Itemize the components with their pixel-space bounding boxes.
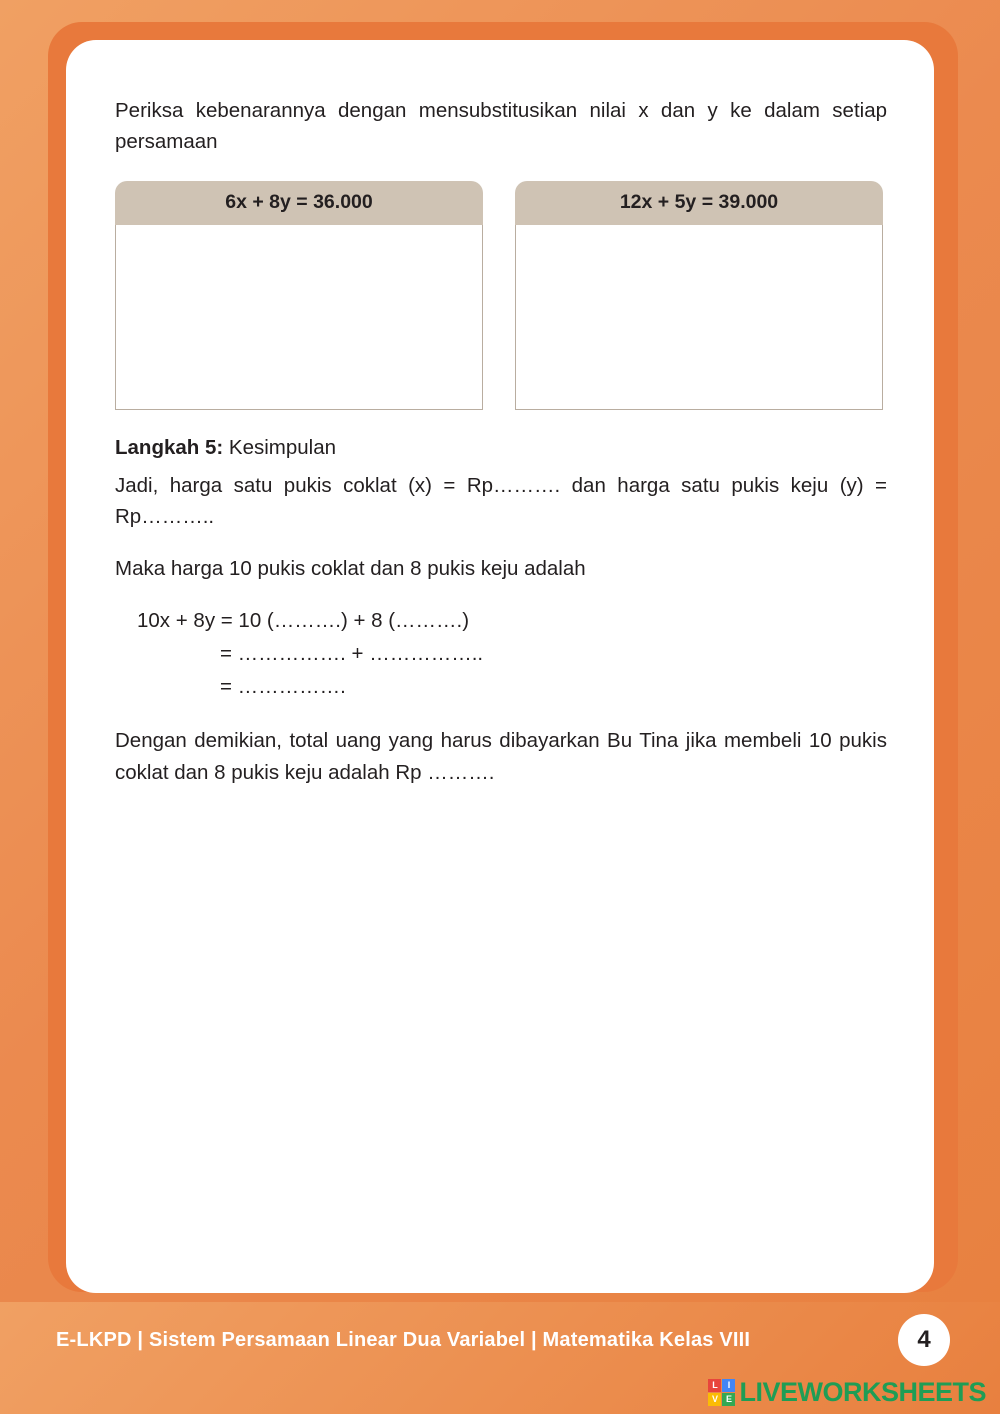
calc-line-1: 10x + 8y = 10 (……….) + 8 (……….)	[137, 608, 470, 632]
brand-letter-i: I	[722, 1379, 735, 1392]
liveworksheets-logo[interactable]	[708, 1377, 986, 1408]
equation-box-1-header: 6x + 8y = 36.000	[115, 181, 483, 225]
calc-line-2: = ……………. + ……………..	[220, 641, 484, 665]
equation-box-2-answer-area[interactable]	[515, 225, 883, 410]
equation-box-2	[515, 181, 883, 410]
brand-letter-e: E	[722, 1393, 735, 1406]
liveworksheets-wordmark: LIVEWORKSHEETS	[739, 1377, 986, 1407]
intro-paragraph: Periksa kebenarannya dengan mensubstitusikan nilai x dan y ke dalam setiap persamaan	[115, 99, 887, 154]
closing-paragraph: Dengan demikian, total uang yang harus dibayarkan Bu Tina jika membeli 10 pukis coklat dan 8 pukis keju adalah Rp ……….	[115, 729, 887, 784]
liveworksheets-mark-icon	[708, 1379, 735, 1406]
worksheet-card	[66, 40, 934, 1293]
question-paragraph: Maka harga 10 pukis coklat dan 8 pukis keju adalah	[115, 556, 586, 580]
equation-box-1-answer-area[interactable]	[115, 225, 483, 410]
calculation-block	[115, 604, 887, 704]
step5-title: Kesimpulan	[223, 436, 337, 460]
footer-bar	[0, 1302, 1000, 1414]
equation-box-1	[115, 181, 483, 410]
equation-box-2-header: 12x + 5y = 39.000	[515, 181, 883, 225]
step5-heading	[115, 436, 887, 460]
equation-check-boxes	[115, 181, 887, 410]
worksheet-content	[115, 95, 887, 788]
step5-label: Langkah 5:	[115, 436, 224, 460]
calc-line-3: = …………….	[220, 675, 346, 699]
conclusion-paragraph: Jadi, harga satu pukis coklat (x) = Rp………. dan harga satu pukis keju (y) = Rp………..	[115, 474, 887, 529]
footer-title: E-LKPD | Sistem Persamaan Linear Dua Variabel | Matematika Kelas VIII	[56, 1329, 751, 1351]
page-number-badge: 4	[898, 1314, 950, 1366]
brand-letter-l: L	[708, 1379, 721, 1392]
brand-letter-v: V	[708, 1393, 721, 1406]
